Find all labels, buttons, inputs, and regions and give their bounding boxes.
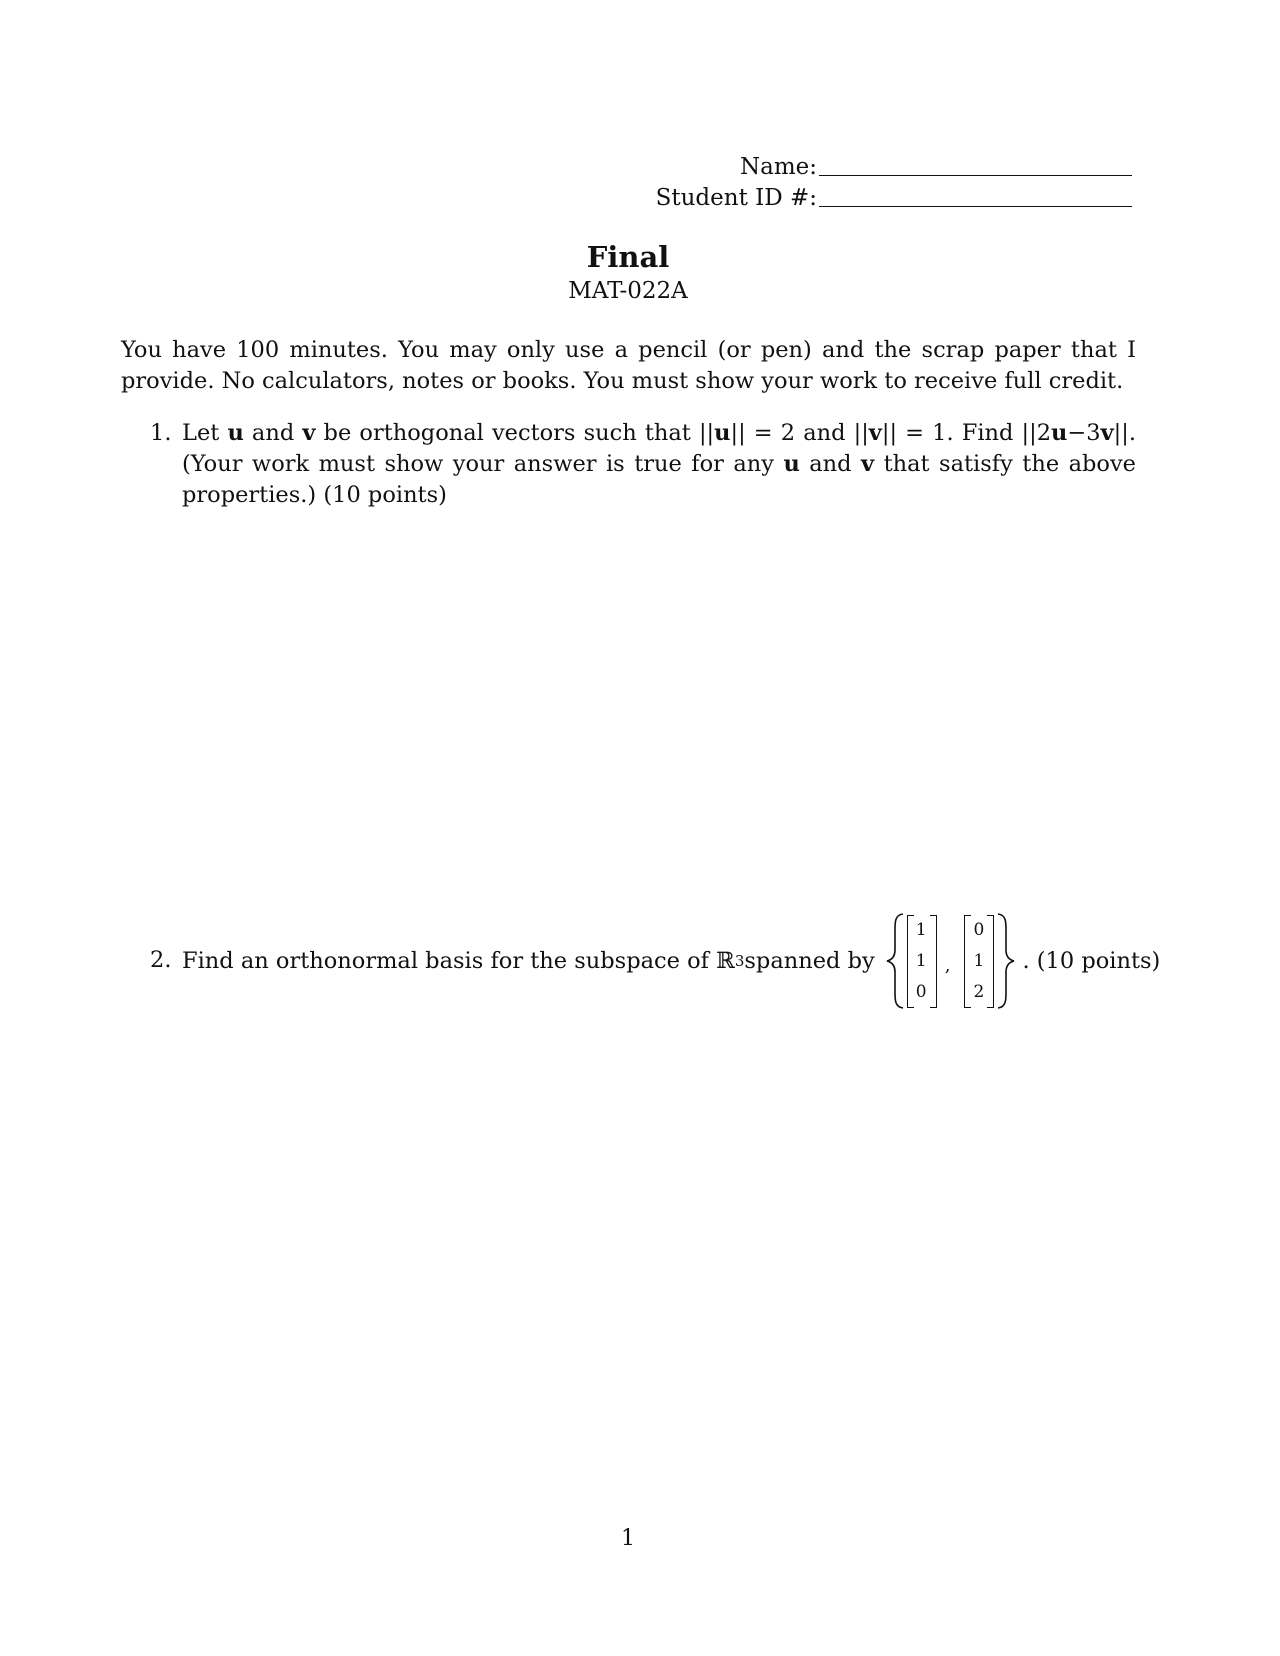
exam-title: Final bbox=[586, 240, 670, 274]
name-field bbox=[740, 156, 1132, 179]
vector-entry: 1 bbox=[915, 950, 927, 971]
column-vector bbox=[907, 915, 937, 1008]
problem-number: 1. bbox=[150, 420, 172, 446]
problem-text: Let u and v be orthogonal vectors such that ||u|| = 2 and ||v|| = 1. Find ||2u−3v||. (Your work must show your answer is true for any u and v that satisfy the above properties.) (10 points) bbox=[182, 420, 1136, 508]
student-id-blank-line bbox=[819, 205, 1132, 207]
vector-entry: 0 bbox=[973, 919, 985, 940]
vector-entry: 2 bbox=[973, 981, 985, 1002]
instructions: You have 100 minutes. You may only use a pencil (or pen) and the scrap paper that I provide. No calculators, notes or books. You must show your work to receive full credit. bbox=[121, 337, 1136, 394]
name-blank-line bbox=[819, 174, 1132, 176]
problem-number: 2. bbox=[150, 947, 172, 973]
student-id-label: Student ID #: bbox=[655, 185, 817, 211]
vector-entry: 1 bbox=[915, 919, 927, 940]
problem-1 bbox=[150, 418, 1136, 511]
course-code: MAT-022A bbox=[568, 278, 688, 304]
vector-entry: 0 bbox=[915, 981, 927, 1002]
page-number: 1 bbox=[621, 1526, 635, 1551]
vector-entry: 1 bbox=[973, 950, 985, 971]
name-label: Name: bbox=[739, 154, 817, 180]
right-brace-icon bbox=[994, 912, 1016, 1010]
problem-2 bbox=[150, 912, 1161, 1010]
comma: , bbox=[944, 954, 951, 976]
left-brace-icon bbox=[885, 912, 907, 1010]
vector-set bbox=[885, 912, 1017, 1010]
column-vector bbox=[964, 915, 994, 1008]
problem-text: Find an orthonormal basis for the subspace of ℝ 3 spanned by 1 1 0 , 0 1 2 . (10 points) bbox=[182, 912, 1136, 1010]
student-id-field bbox=[656, 187, 1132, 210]
